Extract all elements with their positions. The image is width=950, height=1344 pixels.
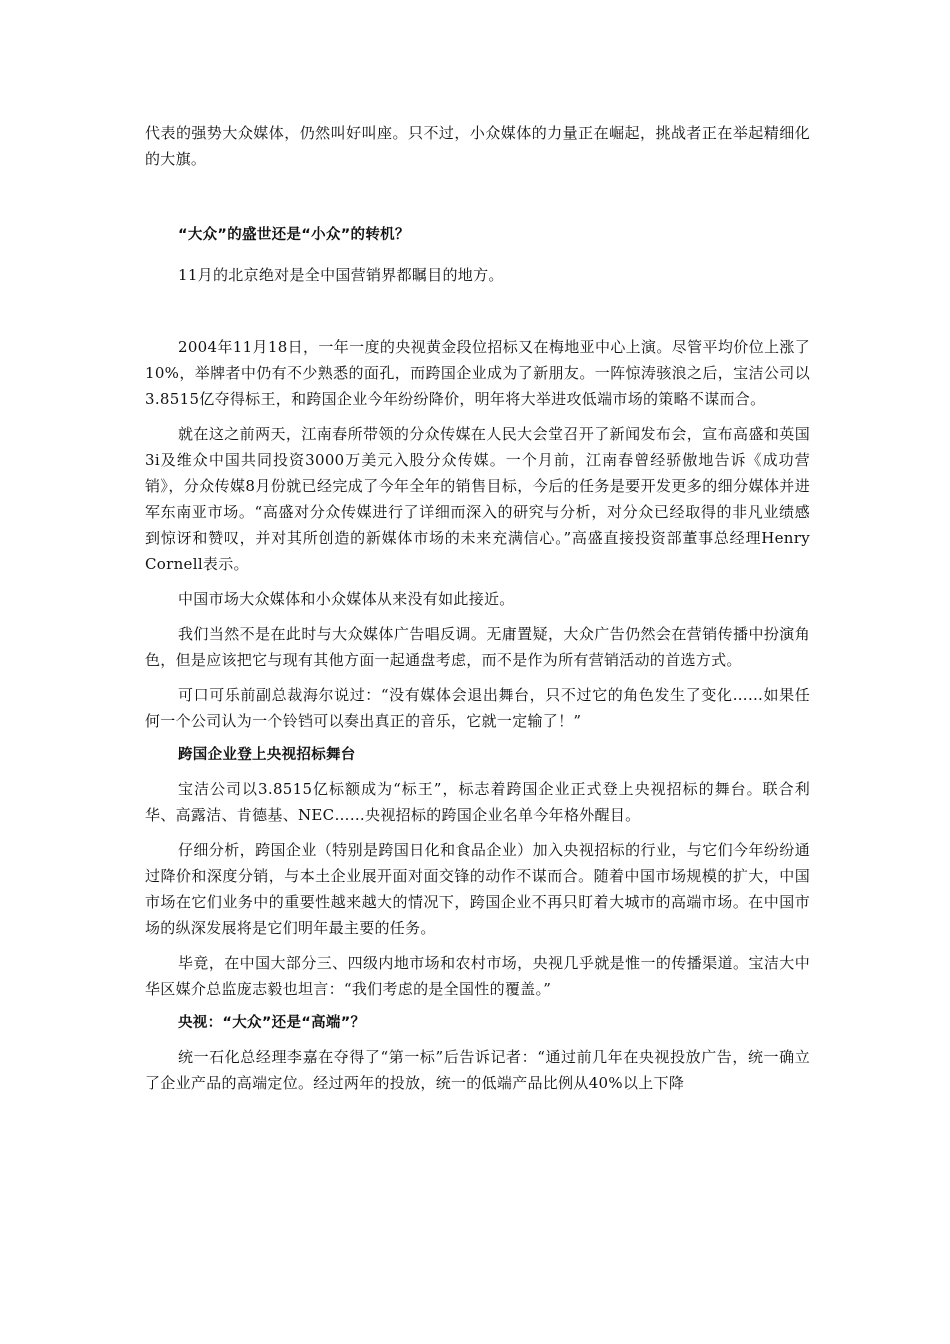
paragraph-cctv-bidding: 2004年11月18日，一年一度的央视黄金段位招标又在梅地亚中心上演。尽管平均价位上涨了10%，举牌者中仍有不少熟悉的面孔，而跨国企业成为了新朋友。一阵惊涛骇浪之后，宝洁公司以3.8515亿夺得标王，和跨国企业今年纷纷降价，明年将大举进攻低端市场的策略不谋而合。 bbox=[145, 338, 810, 408]
paragraph-not-against-mass: 我们当然不是在此时与大众媒体广告唱反调。无庸置疑，大众广告仍然会在营销传播中扮演角色，但是应该把它与现有其他方面一起通盘考虑，而不是作为所有营销活动的首选方式。 bbox=[145, 625, 810, 669]
paragraph-media-closer: 中国市场大众媒体和小众媒体从来没有如此接近。 bbox=[178, 590, 515, 608]
paragraph-tongyi: 统一石化总经理李嘉在夺得了“第一标”后告诉记者：“通过前几年在央视投放广告，统一确立了企业产品的高端定位。经过两年的投放，统一的低端产品比例从40%以上下降 bbox=[145, 1048, 810, 1092]
paragraph-focus-media: 就在这之前两天，江南春所带领的分众传媒在人民大会堂召开了新闻发布会，宣布高盛和英国3i及维众中国共同投资3000万美元入股分众传媒。一个月前，江南春曾经骄傲地告诉《成功营销》，分众传媒8月份就已经完成了今年全年的销售目标，今后的任务是要开发更多的细分媒体并进军东南亚市场。“高盛对分众传媒进行了详细而深入的研究与分析，对分众已经取得的非凡业绩感到惊讶和赞叹，并对其所创造的新媒体市场的未来充满信心。”高盛直接投资部董事总经理Henry Cornell表示。 bbox=[145, 425, 810, 573]
paragraph-pg-bid-king: 宝洁公司以3.8515亿标额成为“标王”，标志着跨国企业正式登上央视招标的舞台。联合利华、高露洁、肯德基、NEC……央视招标的跨国企业名单今年格外醒目。 bbox=[145, 780, 810, 824]
paragraph-beijing-november: 11月的北京绝对是全中国营销界都瞩目的地方。 bbox=[178, 266, 504, 284]
paragraph-analysis: 仔细分析，跨国企业（特别是跨国日化和食品企业）加入央视招标的行业，与它们今年纷纷通过降价和深度分销，与本土企业展开面对面交锋的动作不谋而合。随着中国市场规模的扩大，中国市场在它们业务中的重要性越来越大的情况下，跨国企业不再只盯着大城市的高端市场。在中国市场的纵深发展将是它们明年最主要的任务。 bbox=[145, 841, 810, 937]
document-page bbox=[145, 120, 810, 1096]
section-heading-mass-vs-niche: “大众”的盛世还是“小众”的转机？ bbox=[178, 227, 410, 243]
section-heading-cctv-mass-or-high-end: 央视：“大众”还是“高端”？ bbox=[178, 1015, 366, 1031]
paragraph-coca-cola-quote: 可口可乐前副总裁海尔说过：“没有媒体会退出舞台，只不过它的角色发生了变化……如果任何一个公司认为一个铃铛可以奏出真正的音乐，它就一定输了！” bbox=[145, 686, 810, 730]
paragraph-rural-markets: 毕竟，在中国大部分三、四级内地市场和农村市场，央视几乎就是惟一的传播渠道。宝洁大中华区媒介总监庞志毅也坦言：“我们考虑的是全国性的覆盖。” bbox=[145, 954, 810, 998]
section-heading-multinationals: 跨国企业登上央视招标舞台 bbox=[178, 747, 356, 763]
paragraph-intro-continuation: 代表的强势大众媒体，仍然叫好叫座。只不过，小众媒体的力量正在崛起，挑战者正在举起精细化的大旗。 bbox=[145, 124, 810, 168]
